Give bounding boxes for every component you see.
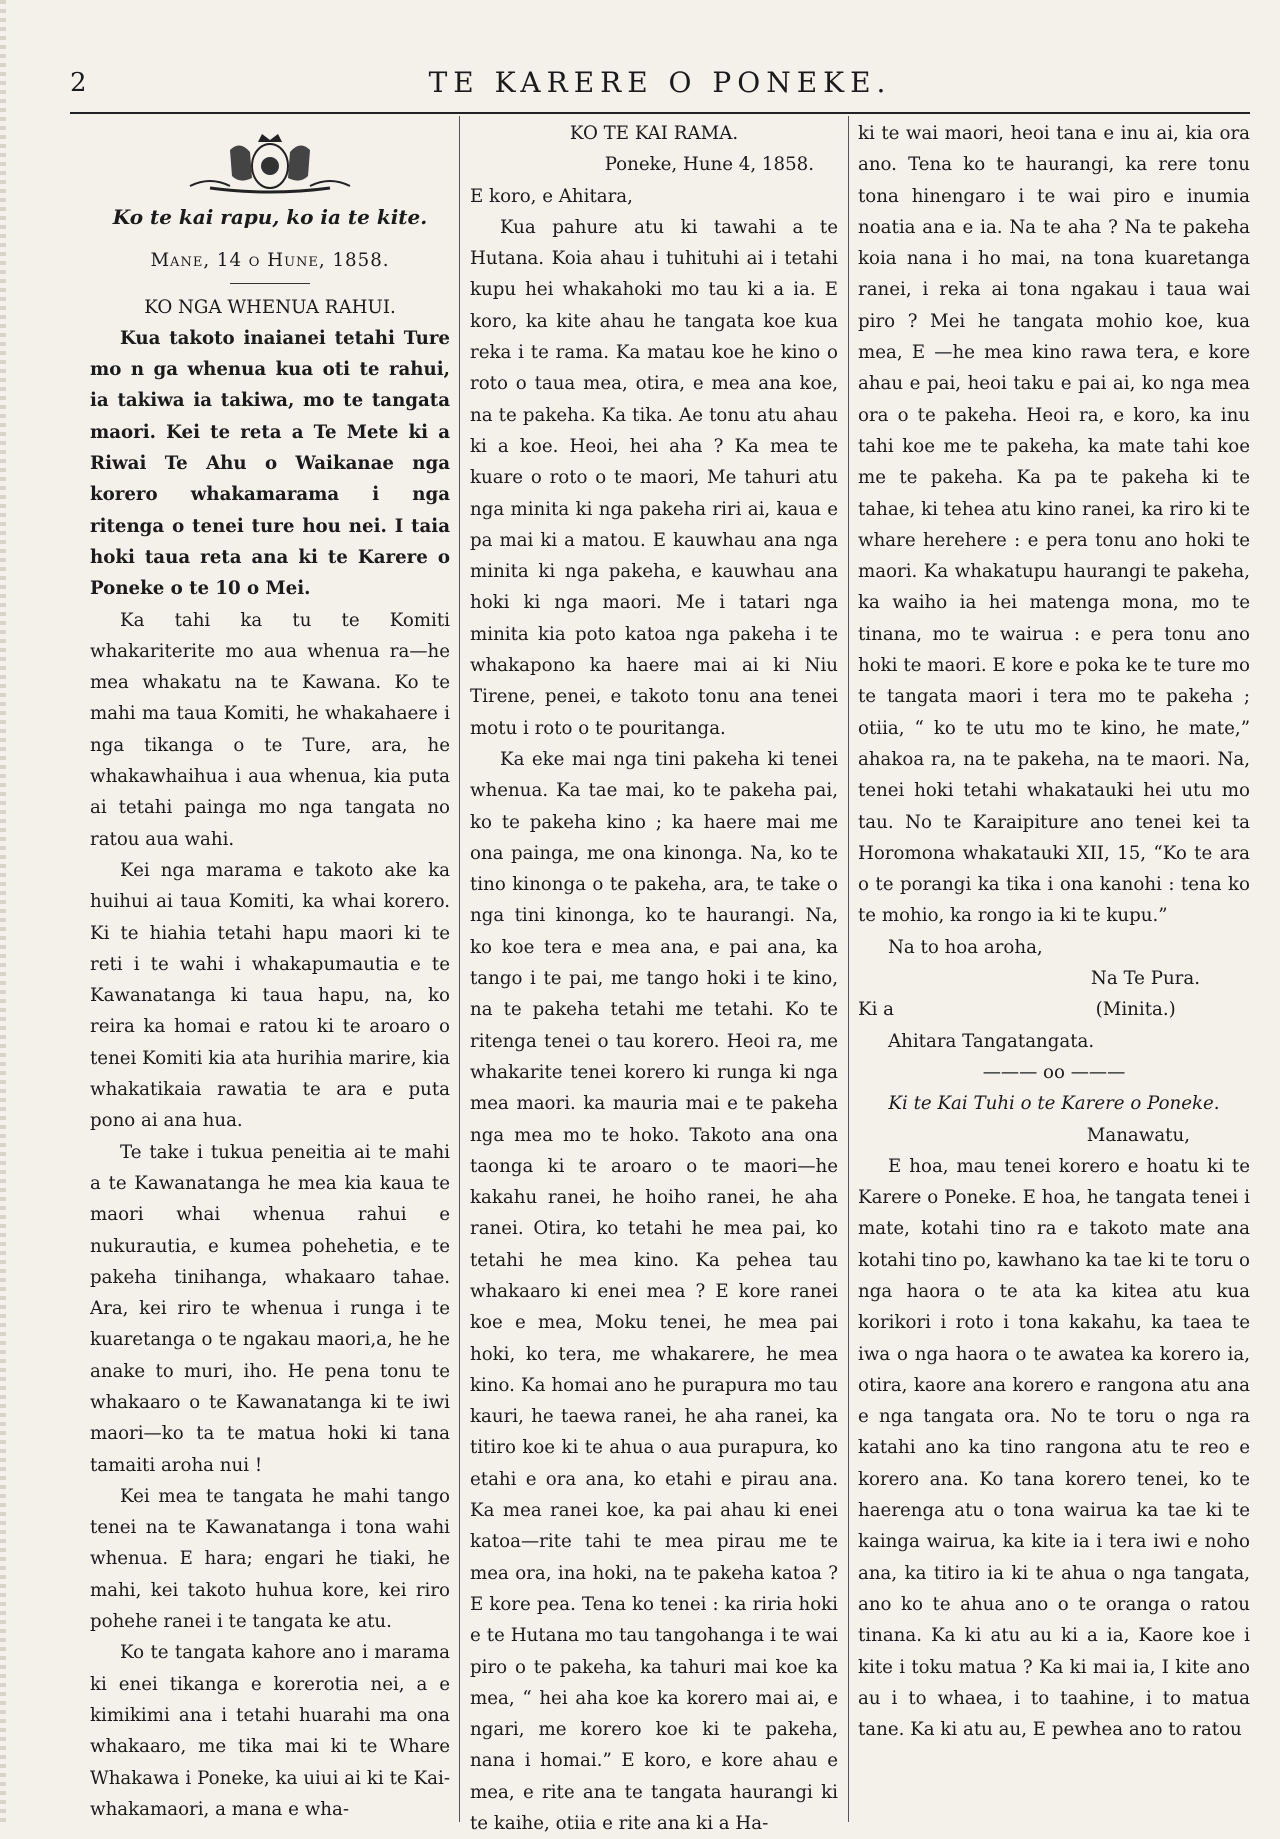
page-header [70, 62, 1250, 108]
article-heading: KO TE KAI RAMA. [569, 123, 739, 144]
salutation: E koro, e Ahitara, [470, 185, 633, 207]
paragraph: Kua pahure atu ki tawahi a te Hutana. Koia ahau i tuhituhi ai i tetahi kupu hei whakahoki mo tau ki a ia. E koro, ka kite ahau he tangata koe kua reka i te rama. Ka matau koe he kino o roto o taua mea, otira, e mea ana koe, na te pakeha. Ka tika. Ae tonu atu ahau ki a koe. Heoi, hei aha ? Ka mea te kuare o roto o te maori, Me tahuri atu nga minita ki nga pakeha riri ai, kaua e pa mai ki a matou. E kauwhau ana nga minita ki nga pakeha, e kauwhau ana hoki ki nga maori. Me i tatari nga minita kia poto katoa nga pakeha i te whakapono ka haere mai ai ki Niu Tirene, penei, e takoto tonu ana tenei motu i roto o te pouritanga. [470, 216, 838, 739]
paragraph: ki te wai maori, heoi tana e inu ai, kia ora ano. Tena ko te haurangi, ka rere tonu tona hinengaro i te wai piro e inumia noatia ana e ia. Na te aha ? Na te pakeha koia nana i ho mai, na tona kuaretanga ranei, i reka ai tona ngakau i taua wai piro ? Mei he tangata mohio koe, kua mea, E —he mea kino rawa tera, e kore ahau e pai, heoi taku e pai ai, ko nga mea ora o te pakeha. Heoi ra, e koro, ka inu tahi koe me te pakeha, ka mate tahi koe me te pakeha. Ka pa te pakeha ki te tahae, ki tehea atu kino ranei, ka riro ki te whare herehere : e pera tonu ano hoki te maori. Ka whakatupu haurangi te pakeha, ka waiho ia hei matenga mona, mo te tinana, mo te wairua : e pera tonu ano hoki te maori. E kore e poka ke te ture mo te tangata maori i tera mo te pakeha ; otiia, “ ko te utu mo te kino, he mate,” ahakoa ra, na te pakeha, na te maori. Na, tenei hoki tetahi whakatauki hei utu mo tau. No te Karaipiture ano tenei kei ta Horomona whakatauki XII, 15, “Ko te ara o te porangi ka tika i ona kanohi : tena ko te mohio, ka rongo ia ki te kupu.” [858, 123, 1250, 927]
to-line [858, 994, 1250, 1025]
column-1 [90, 118, 450, 1825]
paragraph: Ka eke mai nga tini pakeha ki tenei whenua. Ka tae mai, ko te pakeha pai, ko te pakeha kino ; ka haere mai me ona painga, me ona kinonga. Na, ko te tino kinonga o te pakeha, ara, te take o nga tini kinonga, ko te haurangi. Na, ko koe tera e mea ana, e pai ana, ka tango i te pai, me tango hoki i te kino, na te pakeha tetahi me tetahi. Ko te ritenga tenei o tau korero. Heoi ra, me whakarite tenei korero ki runga ki nga mea maori. ka mauria mai e te pakeha nga mea mo te hoko. Takoto ana ona taonga ki te aroaro o te maori—he kakahu ranei, he hoiho ranei, he aha ranei. Otira, ko tetahi he mea pai, ko tetahi he mea kino. Ka pehea tau whakaaro ki enei mea ? E kore ranei koe e mea, Moku tenei, he mea pai hoki, ko tera, me whakarere, he mea kino. Ka homai ano he purapura mo tau kauri, he taewa ranei, he aha ranei, ka titiro koe ki te ahua o aua purapura, ko etahi e ora ana, ko etahi e pirau ana. Ka mea ranei koe, ka pai ahau ki enei katoa—rite tahi te mea pirau me te mea ora, ina hoki, na te pakeha katoa ? E kore pea. Tena ko tenei : ka riria hoki e te Hutana mo tau tangohanga i te wai piro o te pakeha, ka tahuri mai koe ka mea, “ hei aha koe ka korero mai ai, e ngari, me korero koe ki te pakeha, nana i homai.” E koro, e kore ahau e mea, e rite ana te tangata haurangi ki te kaihe, otiia e rite ana ki a Ha- [470, 748, 838, 1835]
motto: Ko te kai rapu, ko ia te kite. [112, 205, 428, 229]
letter-place: Manawatu, [1086, 1124, 1190, 1146]
column-divider-2 [848, 116, 849, 1822]
paragraph: Te take i tukua peneitia ai te mahi a te Kawanatanga he mea kia kaua te maori whai whenua rahui e nukurautia, e kumea pohehetia, e te pakeha tinihanga, whakaaro tahae. Ara, kei riro te whenua i runga i te kuaretanga o te ngakau maori,a, he he anake to muri, iho. He pena tonu te whakaaro o te Kawanatanga ki te iwi maori—ko ta te matua hoki ki tana tamaiti aroha nui ! [90, 1141, 450, 1476]
letter-heading: Ki te Kai Tuhi o te Karere o Poneke. [888, 1093, 1220, 1115]
paragraph: Ka tahi ka tu te Komiti whakariterite mo aua whenua ra—he mea whakatu na te Kawana. Ko te mahi ma taua Komiti, he whakahaere i nga tikanga o te Ture, ara, he whakawhaihua i aua whenua, kia puta ai tetahi painga mo nga tangata no ratou aua wahi. [90, 609, 450, 850]
dateline: Mane, 14 o Hune, 1858. [150, 250, 390, 272]
section-divider: ——— oo ——— [982, 1061, 1126, 1083]
column-2 [470, 118, 838, 1839]
dateline: Poneke, Hune 4, 1858. [604, 154, 814, 176]
article-heading: KO NGA WHENUA RAHUI. [144, 296, 396, 318]
paragraph: E hoa, mau tenei korero e hoatu ki te Karere o Poneke. E hoa, he tangata tenei i mate, kotahi tino ra e takoto mate ana kotahi tino po, kawhano ka tae ki te toru o nga haora o te ata ka kitea atu kua korikori i roto i tona kakahu, ka taea te iwa o nga haora o te awatea ka korero ia, otira, kaore ana korero e rangona atu ana e nga tangata ora. No te toru o nga ra katahi ano ka tino rangona atu te reo e korero ana. Ko tana korero tenei, ko te haerenga atu o tona wairua ka tae ki te kainga wairua, ka kite ia i tera iwi e noho ana, ka titiro ia ki te ahua o nga tangata, ano ko te ahua ano o te oranga o ratou tinana. Ka ki atu au ki a ia, Kaore koe i kite i toku matua ? Ka ki mai ia, I kite ano au i to whaea, i to taahine, i to matua tane. Ka ki atu au, E pewhea ano to ratou [858, 1155, 1250, 1741]
recipient: Ahitara Tangatangata. [888, 1030, 1095, 1052]
header-rule [70, 112, 1250, 114]
paragraph: Kei nga marama e takoto ake ka huihui ai taua Komiti, ka whai korero. Ki te hiahia tetahi hapu maori ki te reti i te wahi i whakapumautia e te Kawanatanga ki taua hapu, na, ko reira ka homai e ratou ki te aroaro o tenei Komiti kia ata hurihia marire, kia whakatikaia rawatia te ara e puta pono ai ana hua. [90, 859, 450, 1132]
to-label: Ki a [858, 999, 895, 1021]
minita-label: (Minita.) [1095, 999, 1176, 1021]
column-divider-1 [459, 116, 460, 1822]
masthead: TE KARERE O PONEKE. [428, 66, 892, 99]
signature: Na Te Pura. [1090, 968, 1200, 990]
binding-edge [0, 0, 6, 1822]
page-number: 2 [70, 68, 87, 98]
paragraph: Kei mea te tangata he mahi tango tenei na te Kawanatanga i tona wahi whenua. E hara; engari he tiaki, he mahi, kei takoto huhua kore, kei riro pohehe ranei i te tangata ke atu. [90, 1485, 450, 1633]
paragraph: Ko te tangata kahore ano i marama ki enei tikanga e korerotia nei, a e kimikimi ana i tetahi huarahi ma ona whakaaro, me tika mai ki te Whare Whakawa i Poneke, ka uiui ai ki te Kai-whakamaori, a mana e wha- [90, 1642, 450, 1820]
royal-coat-of-arms-icon [170, 130, 370, 196]
paragraph: Kua takoto inaianei tetahi Ture mo n ga whenua kua oti te rahui, ia takiwa ia takiwa, mo te tangata maori. Kei te reta a Te Mete ki a Riwai Te Ahu o Waikanae nga korero whakamarama i nga ritenga o tenei ture hou nei. I taia hoki taua reta ana ki te Karere o Poneke o te 10 o Mei. [90, 327, 450, 600]
signoff: Na to hoa aroha, [888, 936, 1043, 958]
short-rule [230, 283, 310, 284]
column-3 [858, 118, 1250, 1745]
